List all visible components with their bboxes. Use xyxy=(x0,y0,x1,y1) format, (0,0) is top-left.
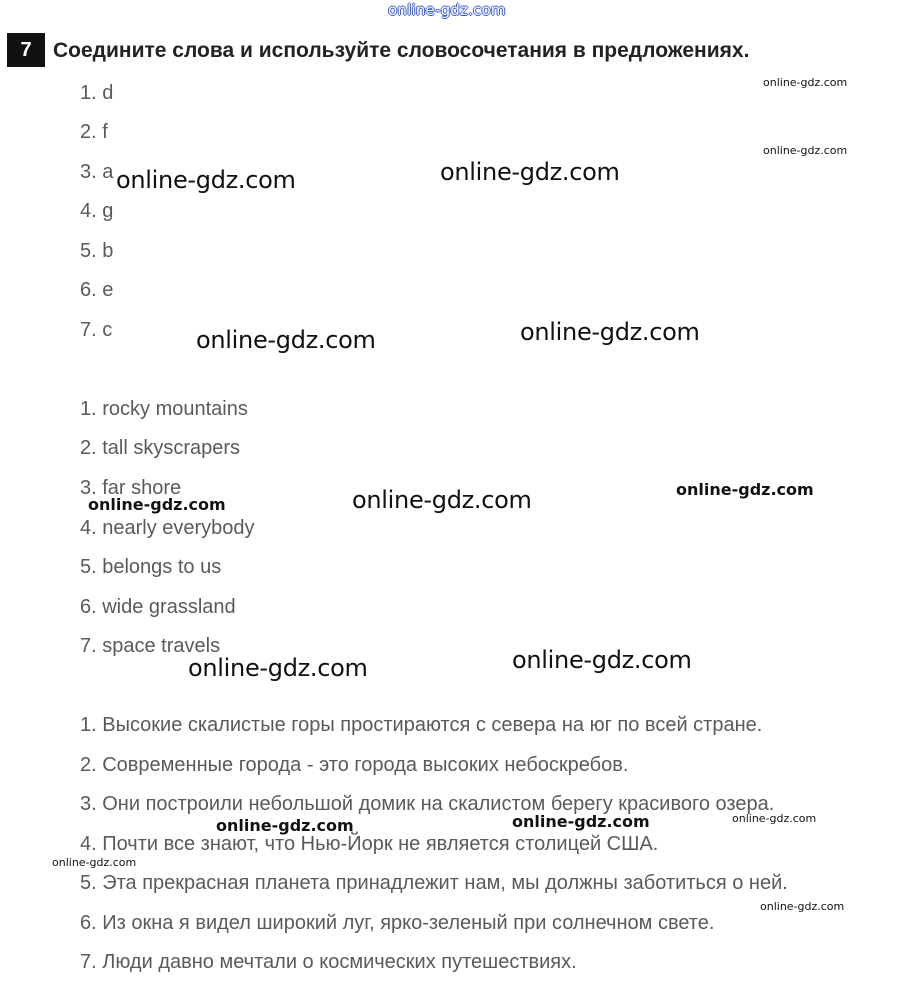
phrase-item: 4. nearly everybody xyxy=(80,517,255,539)
phrase-item: 7. space travels xyxy=(80,635,221,657)
watermark: online-gdz.com xyxy=(116,166,296,194)
watermark: online-gdz.com xyxy=(520,318,700,346)
sentence-item: 4. Почти все знают, что Нью-Йорк не является столицей США. xyxy=(80,833,659,855)
match-item: 6. e xyxy=(80,279,114,301)
phrase-item: 2. tall skyscrapers xyxy=(80,437,241,459)
sentence-item: 6. Из окна я видел широкий луг, ярко-зеленый при солнечном свете. xyxy=(80,912,715,934)
phrase-item: 5. belongs to us xyxy=(80,556,222,578)
task-title: Соедините слова и используйте словосочетания в предложениях. xyxy=(53,39,750,62)
watermark: online-gdz.com xyxy=(440,158,620,186)
watermark: online-gdz.com xyxy=(352,486,532,514)
match-item: 3. a xyxy=(80,161,114,183)
watermark: online-gdz.com xyxy=(676,480,814,499)
sentence-item: 2. Современные города - это города высоких небоскребов. xyxy=(80,754,629,776)
match-item: 4. g xyxy=(80,200,114,222)
sentence-item: 5. Эта прекрасная планета принадлежит нам, мы должны заботиться о ней. xyxy=(80,872,788,894)
match-item: 5. b xyxy=(80,240,114,262)
watermark: online-gdz.com xyxy=(196,326,376,354)
watermark: online-gdz.com xyxy=(188,654,368,682)
phrase-item: 6. wide grassland xyxy=(80,596,236,618)
sentence-item: 1. Высокие скалистые горы простираются с севера на юг по всей стране. xyxy=(80,714,763,736)
phrase-item: 1. rocky mountains xyxy=(80,398,248,420)
watermark: online-gdz.com xyxy=(88,495,226,514)
watermark: online-gdz.com xyxy=(512,812,650,831)
watermark: online-gdz.com xyxy=(763,144,848,157)
task-number-badge: 7 xyxy=(7,33,45,67)
watermark: online-gdz.com xyxy=(763,76,848,89)
watermark: online-gdz.com xyxy=(732,812,817,825)
site-logo-top: online-gdz.com xyxy=(388,1,506,19)
match-item: 7. c xyxy=(80,319,113,341)
match-item: 2. f xyxy=(80,121,108,143)
phrase-item: 3. far shore xyxy=(80,477,182,499)
sentence-item: 7. Люди давно мечтали о космических путешествиях. xyxy=(80,951,577,973)
watermark: online-gdz.com xyxy=(216,816,354,835)
watermark: online-gdz.com xyxy=(760,900,845,913)
watermark: online-gdz.com xyxy=(512,646,692,674)
match-item: 1. d xyxy=(80,82,114,104)
watermark: online-gdz.com xyxy=(52,856,137,869)
sentence-item: 3. Они построили небольшой домик на скалистом берегу красивого озера. xyxy=(80,793,775,815)
